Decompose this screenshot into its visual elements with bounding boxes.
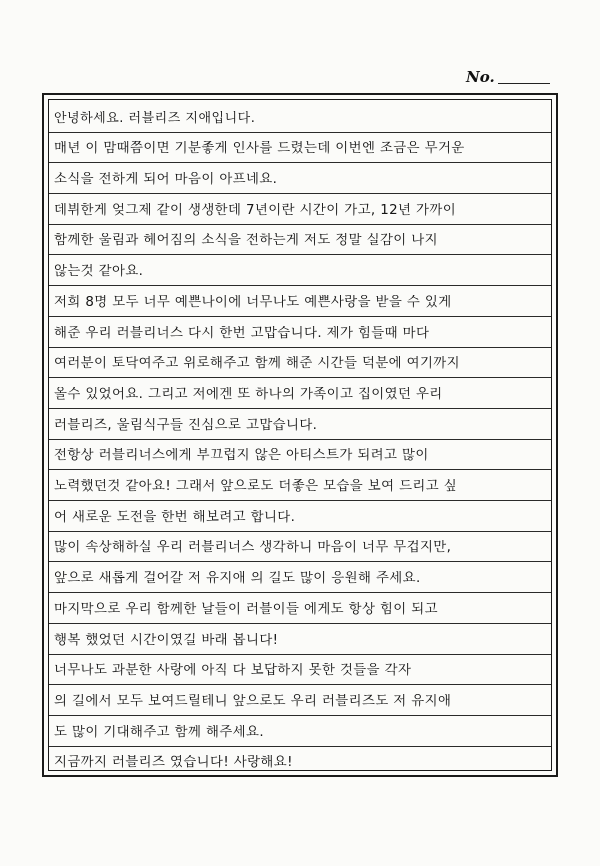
letter-row	[49, 285, 551, 317]
letter-row	[49, 562, 551, 594]
letter-row	[49, 592, 551, 624]
letter-line-text: 데뷔한게 엊그제 같이 생생한데 7년이란 시간이 가고, 12년 가까이	[54, 202, 457, 218]
letter-row	[49, 408, 551, 440]
letter-line-text: 노력했던것 같아요! 그래서 앞으로도 더좋은 모습을 보여 드리고 싶	[54, 479, 458, 495]
letter-line-text: 전항상 러블리너스에게 부끄럽지 않은 아티스트가 되려고 많이	[54, 448, 429, 464]
page-number-line	[498, 83, 550, 84]
letter-line-text: 의 길에서 모두 보여드릴테니 앞으로도 우리 러블리즈도 저 유지애	[54, 693, 452, 709]
letter-row	[49, 316, 551, 348]
letter-line-text: 어 새로운 도전을 한번 해보려고 합니다.	[54, 509, 296, 525]
letter-row	[49, 654, 551, 686]
letter-line-text: 매년 이 맘때쯤이면 기분좋게 인사를 드렸는데 이번엔 조금은 무거운	[54, 141, 465, 157]
letter-row	[49, 255, 551, 287]
letter-row	[49, 101, 551, 133]
letter-row	[49, 439, 551, 471]
letter-line-text: 저희 8명 모두 너무 예쁜나이에 너무나도 예쁜사랑을 받을 수 있게	[54, 294, 452, 310]
letter-row	[49, 377, 551, 409]
letter-line-text: 행복 했었던 시간이였길 바래 봅니다!	[54, 632, 279, 648]
letter-line-text: 너무나도 과분한 사랑에 아직 다 보답하지 못한 것들을 각자	[54, 663, 412, 679]
letter-row	[49, 347, 551, 379]
page-number-label: No.	[466, 68, 495, 86]
letter-row	[49, 531, 551, 563]
letter-row	[49, 224, 551, 256]
letter-line-text: 않는것 같아요.	[54, 264, 144, 280]
letter-row	[49, 162, 551, 194]
letter-line-text: 지금까지 러블리즈 였습니다! 사랑해요!	[54, 755, 293, 771]
letter-row	[49, 132, 551, 164]
letter-row	[49, 746, 551, 777]
letter-line-text: 앞으로 새롭게 걸어갈 저 유지애 의 길도 많이 응원해 주세요.	[54, 571, 421, 587]
letter-line-text: 안녕하세요. 러블리즈 지애입니다.	[54, 110, 256, 126]
letter-row	[49, 715, 551, 747]
letter-row	[49, 469, 551, 501]
letter-frame	[42, 93, 558, 777]
letter-line-text: 도 많이 기대해주고 함께 해주세요.	[54, 724, 264, 740]
letter-row	[49, 500, 551, 532]
letter-line-text: 해준 우리 러블리너스 다시 한번 고맙습니다. 제가 힘들때 마다	[54, 325, 430, 341]
letter-line-text: 함께한 울림과 헤어짐의 소식을 전하는게 저도 정말 실감이 나지	[54, 233, 438, 249]
letter-line-text: 올수 있었어요. 그리고 저에겐 또 하나의 가족이고 집이였던 우리	[54, 386, 443, 402]
letter-line-text: 많이 속상해하실 우리 러블리너스 생각하니 마음이 너무 무겁지만,	[54, 540, 452, 556]
letter-line-text: 마지막으로 우리 함께한 날들이 러블이들 에게도 항상 힘이 되고	[54, 601, 438, 617]
letter-row	[49, 684, 551, 716]
letter-line-text: 소식을 전하게 되어 마음이 아프네요.	[54, 172, 278, 188]
letter-line-text: 러블리즈, 울림식구들 진심으로 고맙습니다.	[54, 417, 318, 433]
letter-row	[49, 623, 551, 655]
letter-line-text: 여러분이 토닥여주고 위로해주고 함께 해준 시간들 덕분에 여기까지	[54, 356, 460, 372]
letter-row	[49, 193, 551, 225]
